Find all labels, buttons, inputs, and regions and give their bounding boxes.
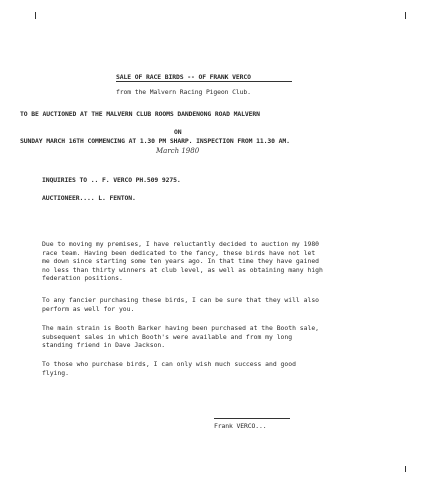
body-paragraph-2: To any fancier purchasing these birds, I can be sure that they will also perform as well for you. xyxy=(42,296,320,313)
scan-mark-top-left xyxy=(35,12,36,19)
signature: Frank VERCO... xyxy=(214,422,267,430)
on-word: ON xyxy=(174,128,182,136)
body-paragraph-4: To those who purchase birds, I can only wish much success and good flying. xyxy=(42,360,296,377)
body-paragraph-1: Due to moving my premises, I have reluctantly decided to auction my 1980 race team. Having been dedicated to the fancy, these birds have not let me down since starting some ten years ago. In that time they have gained no less than thirty winners at club level, as well as obtaining many high federation positions. xyxy=(42,240,323,283)
sale-title: SALE OF RACE BIRDS -- OF FRANK VERCO xyxy=(116,73,251,81)
auction-location: TO BE AUCTIONED AT THE MALVERN CLUB ROOMS DANDENONG ROAD MALVERN xyxy=(20,110,260,118)
handwritten-date: March 1980 xyxy=(156,147,200,155)
title-underline xyxy=(116,81,292,82)
signature-line xyxy=(214,418,290,419)
club-subtitle: from the Malvern Racing Pigeon Club. xyxy=(116,88,251,96)
inquiries-line: INQUIRIES TO .. F. VERCO PH.509 9275. xyxy=(42,176,181,184)
scan-mark-bottom xyxy=(405,466,406,472)
scan-mark-top-right xyxy=(405,12,406,19)
body-paragraph-3: The main strain is Booth Barker having been purchased at the Booth sale, subsequent sales in which Booth's were available and from my long standing friend in Dave Jackson. xyxy=(42,324,320,350)
auctioneer-line: AUCTIONEER.... L. FENTON. xyxy=(42,194,136,202)
auction-date-time: SUNDAY MARCH 16TH COMMENCING AT 1.30 PM SHARP. INSPECTION FROM 11.30 AM. xyxy=(20,137,290,145)
